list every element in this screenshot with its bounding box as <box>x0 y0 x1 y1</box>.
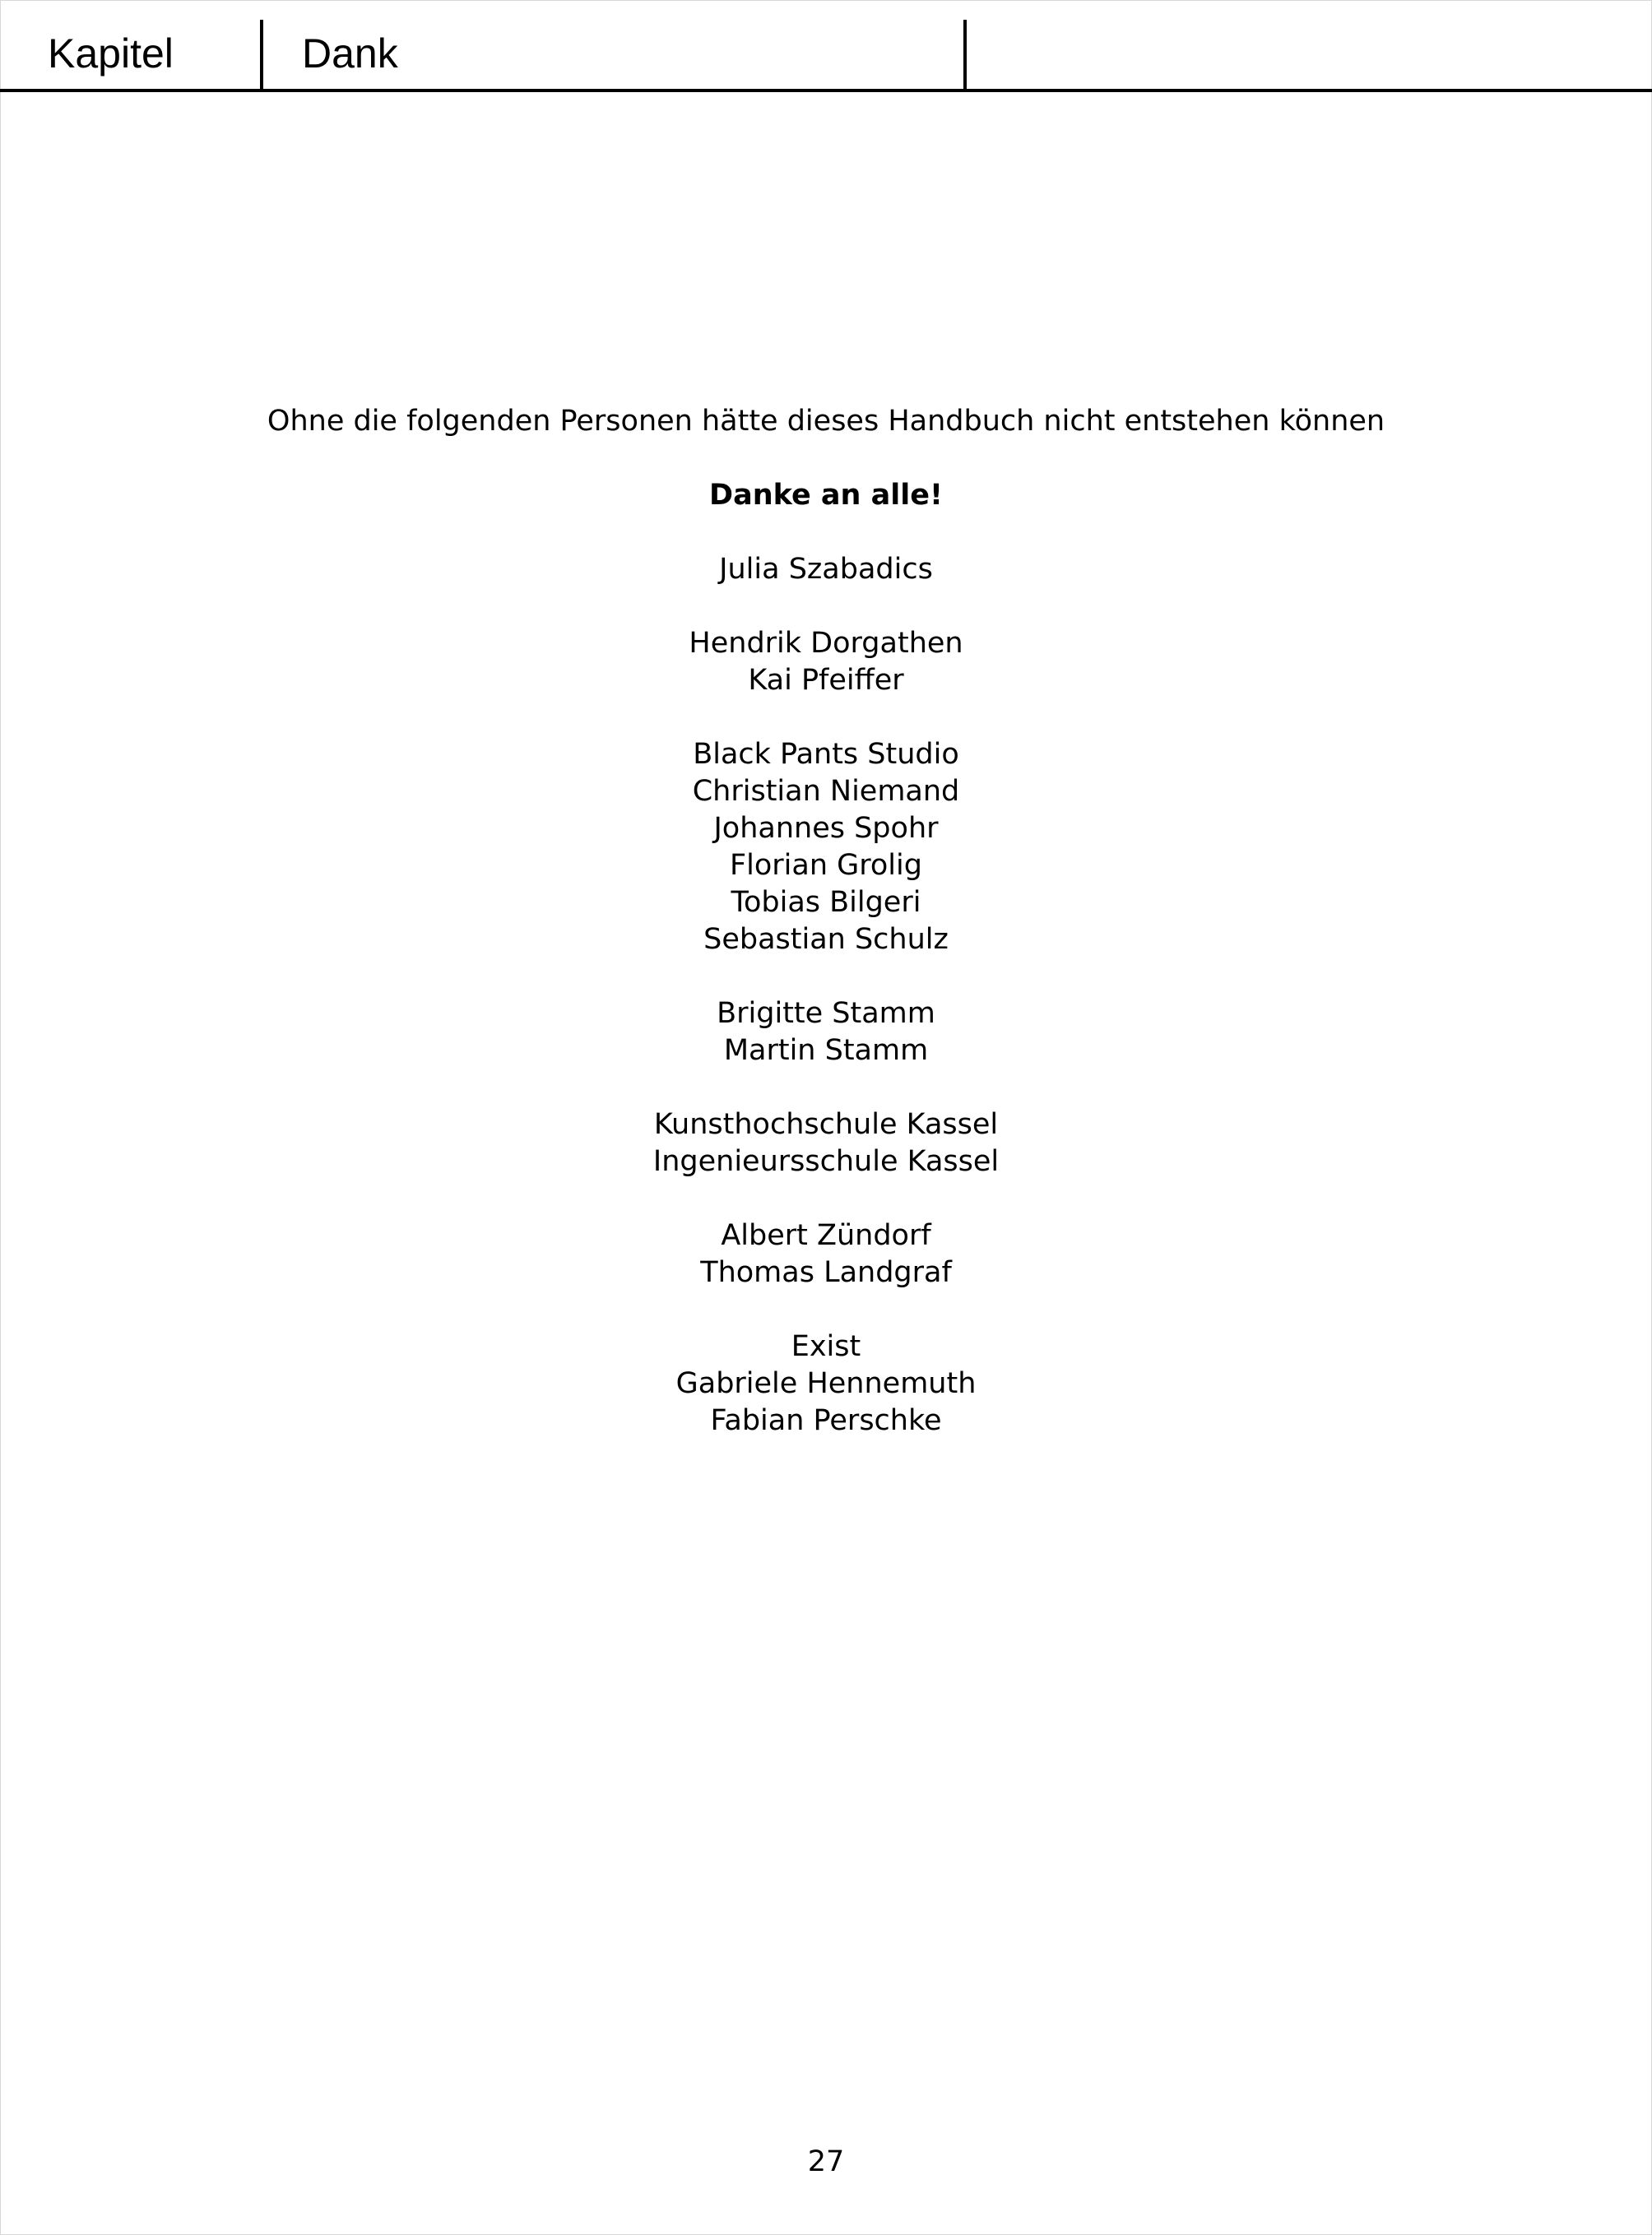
name-line: Fabian Perschke <box>710 1404 942 1437</box>
name-line: Gabriele Hennemuth <box>675 1367 977 1400</box>
name-line: Tobias Bilgeri <box>731 886 921 919</box>
name-line: Kai Pfeiffer <box>748 664 904 697</box>
acknowledgements <box>0 403 1652 1440</box>
header-divider <box>260 20 263 92</box>
spacer <box>0 440 1652 477</box>
name-line: Ingenieursschule Kassel <box>652 1145 1000 1178</box>
spacer <box>0 588 1652 625</box>
chapter-title: Dank <box>302 30 398 77</box>
chapter-label: Kapitel <box>48 30 174 77</box>
name-line: Brigitte Stamm <box>717 997 935 1030</box>
name-line: Julia Szabadics <box>719 553 933 586</box>
spacer <box>0 1180 1652 1217</box>
chapter-header <box>0 0 1652 92</box>
spacer <box>0 1069 1652 1106</box>
name-line: Kunsthochschule Kassel <box>653 1108 999 1141</box>
spacer <box>0 514 1652 551</box>
spacer <box>0 958 1652 995</box>
intro-text: Ohne die folgenden Personen hätte dieses Handbuch nicht entstehen können <box>267 405 1385 438</box>
header-divider <box>963 20 967 92</box>
name-line: Albert Zündorf <box>721 1219 931 1252</box>
name-line: Johannes Spohr <box>713 812 939 845</box>
spacer <box>0 699 1652 736</box>
name-line: Thomas Landgraf <box>700 1256 952 1289</box>
thanks-heading: Danke an alle! <box>709 479 943 512</box>
name-line: Black Pants Studio <box>693 738 959 771</box>
spacer <box>0 1291 1652 1328</box>
name-line: Florian Grolig <box>730 849 922 882</box>
name-line: Sebastian Schulz <box>703 923 949 956</box>
name-line: Exist <box>791 1330 861 1363</box>
name-line: Martin Stamm <box>723 1034 929 1067</box>
name-line: Hendrik Dorgathen <box>689 627 963 660</box>
page-number: 27 <box>807 2145 845 2178</box>
name-line: Christian Niemand <box>692 775 960 808</box>
